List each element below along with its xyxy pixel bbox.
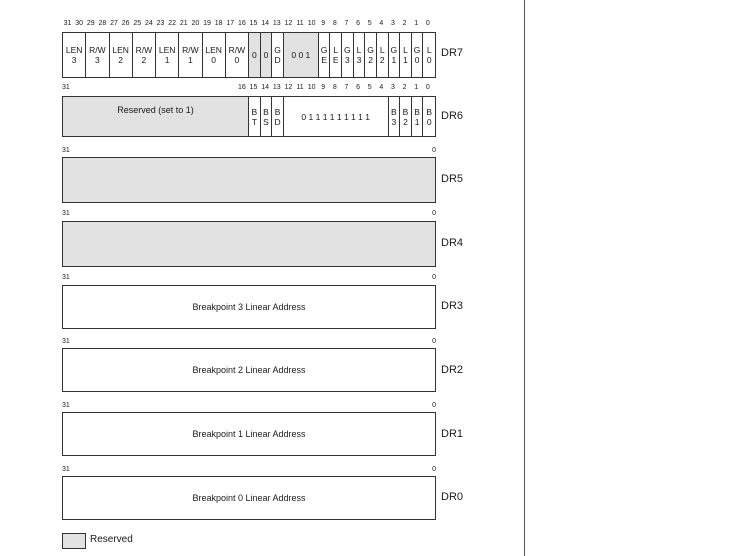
dr7-bit-number: 27 [110, 20, 118, 27]
dr0-label: Breakpoint 0 Linear Address [192, 493, 306, 503]
dr7-field-top: G [390, 45, 398, 55]
dr7-field [226, 33, 249, 77]
dr7-field [156, 33, 179, 77]
dr7-bit-number: 0 [425, 20, 430, 27]
dr6-bit-number: 11 [296, 84, 304, 91]
dr3-name: DR3 [441, 300, 464, 312]
dr6-bit-number: 6 [356, 84, 361, 91]
dr6-field [284, 97, 389, 136]
dr6-bit-number: 3 [391, 84, 395, 91]
dr7-field [342, 33, 354, 77]
dr7-bit-number: 28 [98, 20, 107, 27]
dr6-bit-number: 0 [425, 84, 430, 91]
dr7-field-top: L [333, 45, 339, 55]
dr7-bit-number: 6 [356, 20, 361, 27]
dr6-field [412, 97, 424, 136]
dr7-field-top: R/W [228, 45, 246, 55]
dr6-field [400, 97, 412, 136]
dr7-bit-number: 16 [237, 20, 246, 27]
dr7-bit-number: 31 [63, 20, 72, 27]
dr6-bit-number: 9 [321, 84, 326, 91]
dr7-field-top: L [379, 45, 385, 55]
dr6-bit-number: 15 [249, 84, 258, 91]
dr5-bit-numbers [62, 146, 436, 156]
dr6-bit-number: 1 [414, 84, 419, 91]
dr7-field-top: L [403, 45, 408, 55]
dr7-field [365, 33, 377, 77]
dr6-field-top: B [390, 106, 397, 117]
dr7-field-bottom: 3 [71, 55, 77, 65]
dr7-bit-number: 26 [121, 20, 130, 27]
dr7-field-top: L [426, 45, 432, 55]
dr7-field-bottom: 3 [344, 55, 350, 65]
dr6-bit-high: 31 [62, 84, 70, 91]
dr6-field-top: B [263, 106, 269, 117]
dr6-field-bottom: 2 [403, 116, 408, 127]
dr7-field [86, 33, 109, 77]
dr5-bit-high: 31 [62, 147, 70, 154]
dr6-field-top: B [251, 106, 258, 117]
dr7-bit-number: 5 [367, 20, 372, 27]
dr7-bit-number: 1 [414, 20, 419, 27]
dr0-register [62, 476, 436, 520]
dr7-field-bottom: 0 [234, 55, 240, 65]
dr7-field-top: G [274, 45, 281, 55]
dr7-bit-number: 4 [379, 20, 384, 27]
dr6-bit-number: 14 [261, 84, 270, 91]
dr7-field-top: LEN [158, 45, 176, 55]
reserved-legend-swatch [62, 533, 86, 549]
dr1-name: DR1 [441, 428, 464, 440]
dr7-field-bottom: 0 [426, 55, 432, 65]
dr7-field [63, 33, 86, 77]
dr6-name: DR6 [441, 110, 464, 122]
dr6-field-top: B [426, 106, 433, 117]
dr6-bit-numbers [62, 83, 436, 93]
dr2-bit-numbers [62, 337, 436, 347]
dr4-name: DR4 [441, 237, 464, 249]
dr1-bit-high: 31 [62, 402, 70, 409]
dr7-bit-number: 14 [261, 20, 270, 27]
dr7-bit-number: 19 [203, 20, 211, 27]
dr6-register [62, 96, 436, 137]
dr4-bit-low: 0 [432, 210, 436, 217]
dr7-field-bottom: 1 [403, 55, 408, 65]
dr7-field [354, 33, 366, 77]
dr7-bit-number: 29 [86, 20, 95, 27]
dr7-field [203, 33, 226, 77]
dr7-field-bottom: 3 [95, 55, 100, 65]
dr7-field-bottom: E [332, 55, 339, 65]
dr6-bit-number: 2 [402, 84, 407, 91]
dr7-bit-number: 10 [307, 20, 316, 27]
dr7-field-top: G [344, 45, 351, 55]
dr6-field [261, 97, 273, 136]
dr5-label [63, 158, 435, 202]
dr7-field-bottom: 3 [356, 55, 362, 65]
dr7-bit-number: 23 [156, 20, 165, 27]
vertical-divider [524, 0, 525, 556]
dr6-bit-number: 16 [237, 84, 246, 91]
dr7-bit-number: 20 [191, 20, 200, 27]
dr2-label: Breakpoint 2 Linear Address [192, 365, 306, 375]
dr6-field [423, 97, 435, 136]
dr3-label: Breakpoint 3 Linear Address [192, 302, 306, 312]
dr6-bit-number: 10 [307, 84, 316, 91]
dr7-field-bottom: D [274, 55, 281, 65]
dr3-bit-low: 0 [432, 274, 436, 281]
dr1-register [62, 412, 436, 456]
dr6-reserved-field: Reserved (set to 1) [63, 97, 249, 136]
dr7-bit-number: 22 [168, 20, 177, 27]
dr7-field-bottom: 2 [368, 55, 373, 65]
dr2-bit-high: 31 [62, 338, 70, 345]
dr7-field [377, 33, 389, 77]
dr7-field-top: R/W [89, 45, 106, 55]
dr7-bit-number: 7 [344, 20, 349, 27]
dr7-bit-number: 24 [144, 20, 153, 27]
dr7-field [423, 33, 435, 77]
dr7-bit-number: 25 [133, 20, 142, 27]
dr7-field [249, 33, 261, 77]
dr1-bit-numbers [62, 401, 436, 411]
dr6-bit-number: 12 [284, 84, 293, 91]
dr3-bit-numbers [62, 273, 436, 283]
dr7-bit-number: 13 [272, 20, 281, 27]
dr2-name: DR2 [441, 364, 464, 376]
dr7-field-bottom: 0 [211, 55, 216, 65]
dr4-bit-high: 31 [62, 210, 70, 217]
dr7-field-bottom: 2 [379, 55, 385, 65]
dr7-field-top: G [367, 45, 374, 55]
dr3-register [62, 285, 436, 329]
dr7-bit-number: 11 [296, 20, 304, 27]
dr2-register [62, 348, 436, 392]
dr7-bit-number: 12 [284, 20, 293, 27]
dr7-bit-number: 30 [75, 20, 84, 27]
dr6-field-bottom: T [251, 116, 257, 127]
dr7-field-bottom: 1 [391, 55, 397, 65]
dr7-name: DR7 [441, 47, 464, 59]
dr3-bit-high: 31 [62, 274, 70, 281]
dr7-field-top: LEN [205, 45, 222, 55]
dr7-field-top: R/W [182, 45, 199, 55]
dr6-bit-number: 4 [379, 84, 384, 91]
dr7-field [319, 33, 331, 77]
dr7-bit-number: 8 [332, 20, 337, 27]
dr5-register [62, 157, 436, 203]
dr6-bit-number: 5 [367, 84, 372, 91]
dr4-register [62, 221, 436, 267]
dr7-field-top: LEN [65, 45, 83, 55]
dr7-field [389, 33, 401, 77]
dr6-field [389, 97, 401, 136]
dr7-field-top: LEN [112, 45, 129, 55]
dr4-label [63, 222, 435, 266]
dr7-field [272, 33, 284, 77]
dr2-bit-low: 0 [432, 338, 436, 345]
dr6-field-bottom: 0 [426, 116, 432, 127]
dr6-field-top: B [414, 106, 420, 117]
dr6-field-top: B [274, 106, 281, 117]
dr7-field [110, 33, 133, 77]
dr7-field [261, 33, 273, 77]
dr6-field-bottom: D [274, 116, 281, 127]
dr6-bit-number: 7 [344, 84, 349, 91]
dr6-bit-number: 8 [332, 84, 337, 91]
dr7-field-top: G [320, 45, 328, 55]
dr7-field-bottom: 2 [118, 55, 123, 65]
dr6-field [249, 97, 261, 136]
dr1-label: Breakpoint 1 Linear Address [192, 429, 306, 439]
dr0-bit-high: 31 [62, 466, 70, 473]
dr0-bit-low: 0 [432, 466, 436, 473]
dr7-field [284, 33, 319, 77]
dr7-bit-number: 18 [214, 20, 223, 27]
dr7-bit-number: 2 [402, 20, 407, 27]
dr7-bit-number: 15 [249, 20, 258, 27]
dr6-field [272, 97, 284, 136]
dr7-bit-number: 9 [321, 20, 326, 27]
dr6-field-bottom: 3 [391, 116, 397, 127]
dr7-field-top: G [413, 45, 421, 55]
dr7-bit-numbers [62, 19, 436, 29]
dr7-field [400, 33, 412, 77]
dr6-field-top: B [402, 106, 409, 117]
dr7-field [179, 33, 202, 77]
dr7-field-bottom: 1 [188, 55, 193, 65]
dr6-field-bottom: S [263, 116, 269, 127]
dr6-bit-number: 13 [272, 84, 281, 91]
dr7-field [412, 33, 424, 77]
dr7-bit-number: 17 [226, 20, 235, 27]
dr7-field-top: 0 0 1 [291, 50, 311, 60]
dr7-field-top: 0 [251, 50, 257, 60]
dr1-bit-low: 0 [432, 402, 436, 409]
dr7-field-bottom: 1 [164, 55, 170, 65]
dr7-field-top: R/W [135, 45, 153, 55]
dr7-bit-number: 21 [179, 20, 188, 27]
dr7-field-bottom: E [321, 55, 327, 65]
dr7-field-bottom: 2 [141, 55, 147, 65]
dr0-bit-numbers [62, 465, 436, 475]
dr7-register [62, 32, 436, 78]
reserved-legend-label: Reserved [90, 534, 133, 545]
dr5-name: DR5 [441, 173, 464, 185]
dr6-field-top: 0 1 1 1 1 1 1 1 1 1 [301, 111, 370, 122]
dr4-bit-numbers [62, 209, 436, 219]
dr7-field-bottom: 0 [414, 55, 420, 65]
dr7-field-top: 0 [263, 50, 269, 60]
dr7-field-top: L [356, 45, 362, 55]
dr0-name: DR0 [441, 491, 464, 503]
dr7-field [133, 33, 156, 77]
dr5-bit-low: 0 [432, 147, 436, 154]
dr7-bit-number: 3 [391, 20, 395, 27]
dr7-field [330, 33, 342, 77]
dr6-field-bottom: 1 [414, 116, 420, 127]
